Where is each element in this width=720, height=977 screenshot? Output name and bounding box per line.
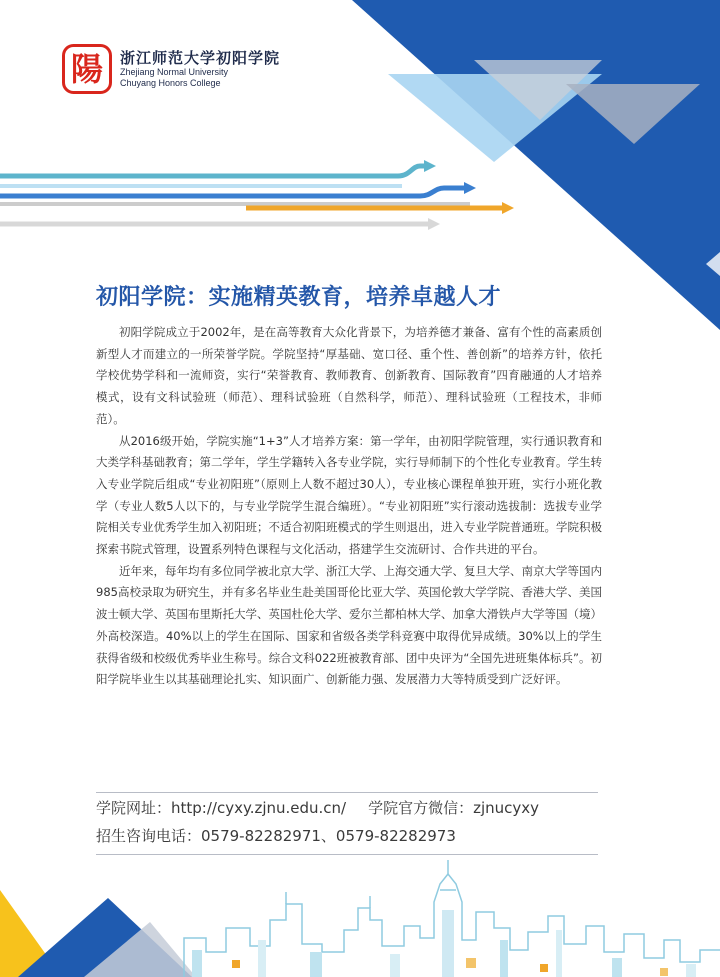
arrow-streaks — [0, 160, 514, 230]
arrow-head-grey — [428, 218, 440, 230]
website-text[interactable]: 学院网址：http://cyxy.zjnu.edu.cn/ — [96, 799, 347, 817]
contact-line-phone — [96, 826, 539, 846]
program-paragraph: 从2016级开始，学院实施“1+3”人才培养方案：第一学年，由初阳学院管理，实行通识教育和大类学科基础教育；第二学年，学生学籍转入各专业学院，实行导师制下的个性化专业教育。学生转入专业学院后组成“专业初阳班”（原则上人数不超过30人），专业核心课程单独开班，实行小班化教学（专业人数5人以下的，与专业学院学生混合编班）。“专业初阳班”实行滚动选拔制：选拔专业学院相关专业优秀学生加入初阳班；不适合初阳班模式的学生则退出，进入专业学院普通班。学院积极探索书院式管理，设置系列特色课程与文化活动，搭建学生交流研讨、合作共进的平台。 — [96, 433, 602, 557]
intro-paragraph: 初阳学院成立于2002年，是在高等教育大众化背景下，为培养德才兼备、富有个性的高素质创新型人才而建立的一所荣誉学院。学院坚持“厚基础、宽口径、重个性、善创新”的培养方针，依托学校优势学科和一流师资，实行“荣誉教育、教师教育、创新教育、国际教育”四育融通的人才培养模式，设有文科试验班（师范）、理科试验班（自然科学，师范）、理科试验班（工程技术，非师范）。 — [96, 325, 602, 426]
contact-line-web — [96, 798, 539, 818]
contact-info — [96, 798, 539, 846]
contact-divider-top — [96, 792, 598, 793]
phone-text: 招生咨询电话：0579-82282971、0579-82282973 — [96, 827, 456, 845]
arrow-streak-blue — [0, 188, 466, 196]
contact-divider-bottom — [96, 854, 598, 855]
college-logo — [62, 44, 280, 94]
college-seal-icon — [62, 44, 112, 94]
body-text — [96, 322, 602, 691]
arrow-head-orange — [502, 202, 514, 214]
seal-glyph: 陽 — [70, 50, 104, 88]
college-name-cn: 浙江师范大学初阳学院 — [120, 49, 281, 67]
college-name-en-line1: Zhejiang Normal University — [120, 67, 229, 77]
logo-text — [120, 49, 280, 89]
achievements-paragraph: 近年来，每年均有多位同学被北京大学、浙江大学、上海交通大学、复旦大学、南京大学等国内985高校录取为研究生，并有多名毕业生赴美国哥伦比亚大学、英国伦敦大学学院、香港大学、美国波士顿大学、英国布里斯托大学、英国杜伦大学、爱尔兰都柏林大学、加拿大滑铁卢大学等国（境）外高校深造。40%以上的学生在国际、国家和省级各类学科竞赛中取得优异成绩。30%以上的学生获得省级和校级优秀毕业生称号。综合文科022班被教育部、团中央评为“全国先进班集体标兵”。初阳学院毕业生以其基础理论扎实、知识面广、创新能力强、发展潜力大等特质受到广泛好评。 — [96, 563, 602, 687]
arrow-head-blue — [464, 182, 476, 194]
headline: 初阳学院：实施精英教育，培养卓越人才 — [96, 285, 502, 310]
arrow-streak-teal — [0, 166, 426, 176]
arrow-head-teal — [424, 160, 436, 172]
wechat-text: 学院官方微信：zjnucyxy — [368, 799, 540, 817]
skyline-blocks — [192, 910, 696, 977]
college-name-en-line2: Chuyang Honors College — [120, 78, 221, 88]
